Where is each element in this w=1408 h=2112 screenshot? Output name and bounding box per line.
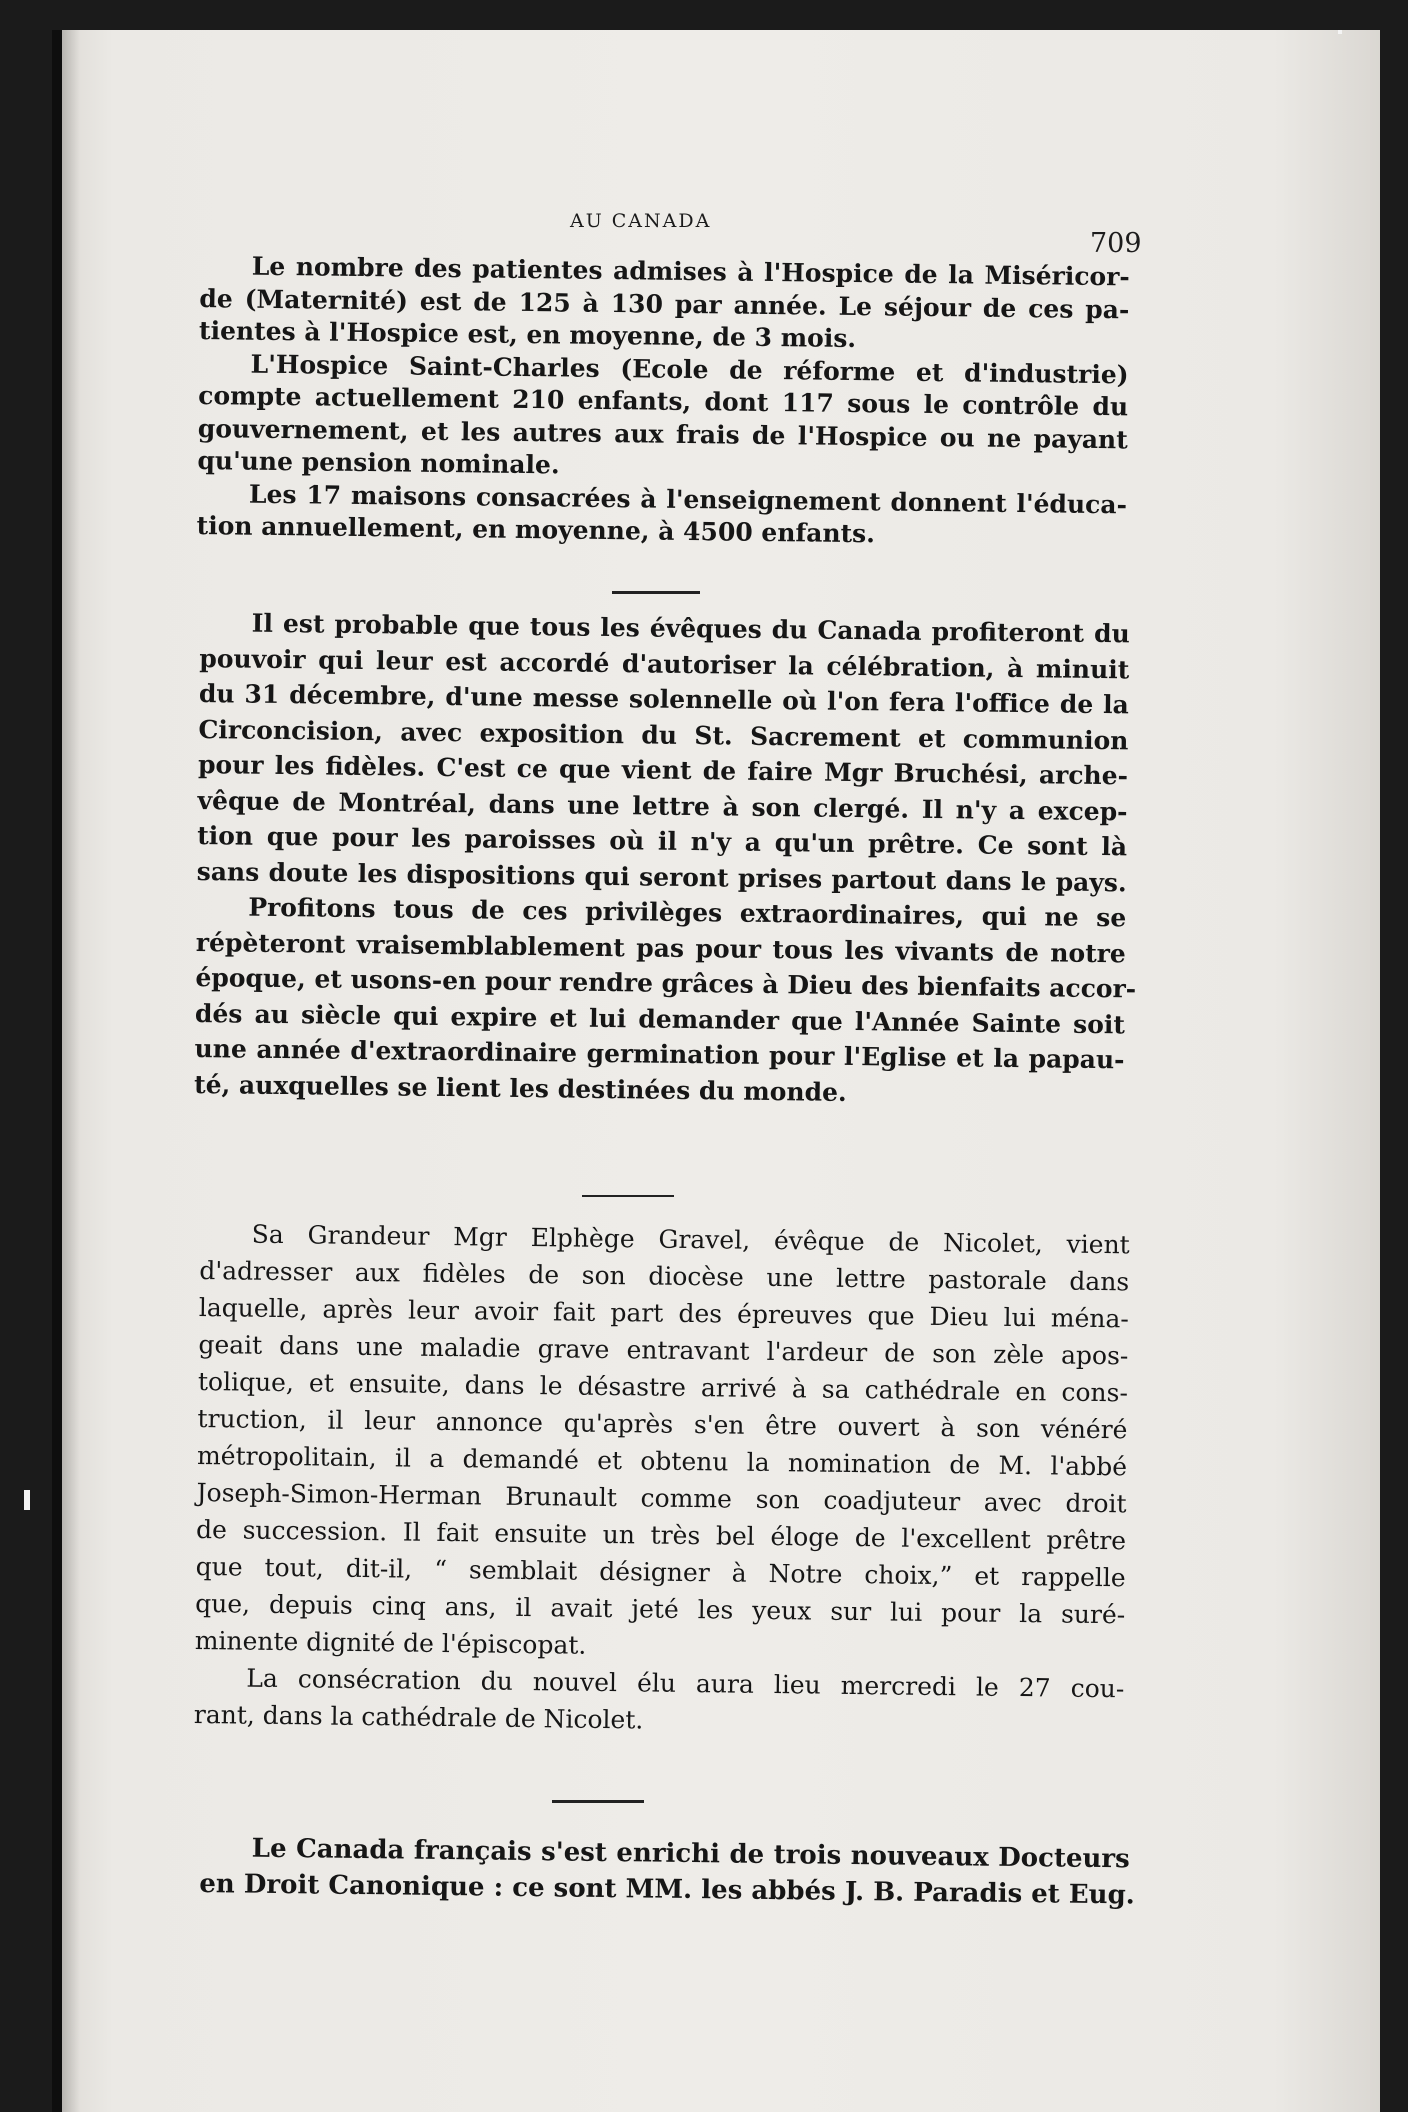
- page-number: 709: [1090, 228, 1142, 259]
- text-line: pour les fidèles. C'est ce que vient de faire Mgr Bruchési, arche-: [197, 749, 1129, 791]
- text-line: truction, il leur annonce qu'après s'en être ouvert à son vénéré: [197, 1403, 1128, 1445]
- paragraph-block-hospice: [196, 250, 1130, 554]
- text-line: dés au siècle qui expire et lui demander que l'Année Sainte soit: [194, 998, 1126, 1039]
- text-line: Il est probable que tous les évêques du Canada profiteront du: [251, 608, 1130, 649]
- text-line: rant, dans la cathédrale de Nicolet.: [193, 1699, 644, 1735]
- paragraph-block-nicolet: [194, 1215, 1130, 1744]
- text-line: que tout, dit-il, “ semblait désigner à Notre choix,” et rappelle: [195, 1551, 1126, 1593]
- text-line: pouvoir qui leur est accordé d'autoriser la célébration, à minuit: [199, 643, 1130, 684]
- text-line: Le nombre des patientes admises à l'Hospice de la Miséricor-: [251, 251, 1130, 292]
- text-line: gouvernement, et les autres aux frais de l'Hospice ou ne payant: [197, 413, 1128, 454]
- text-line: du 31 décembre, d'une messe solennelle où l'on fera l'office de la: [198, 678, 1130, 720]
- paragraph-block-circoncision: [193, 605, 1137, 1113]
- paragraph-block-docteurs: [199, 1830, 1135, 1913]
- text-line: vêque de Montréal, dans une lettre à son clergé. Il n'y a excep-: [197, 785, 1128, 826]
- section-divider: [552, 1800, 644, 1803]
- text-line: de (Maternité) est de 125 à 130 par année. Le séjour de ces pa-: [199, 283, 1130, 324]
- text-line: tion que pour les paroisses où il n'y a qu'un prêtre. Ce sont là: [197, 820, 1128, 862]
- text-line: compte actuellement 210 enfants, dont 117 sous le contrôle du: [198, 380, 1129, 422]
- section-divider: [582, 1195, 674, 1197]
- text-line: L'Hospice Saint-Charles (Ecole de réforme et d'industrie): [250, 349, 1129, 389]
- text-line: tientes à l'Hospice est, en moyenne, de 3 mois.: [198, 315, 857, 354]
- text-line: d'adresser aux fidèles de son diocèse une lettre pastorale dans: [199, 1255, 1130, 1297]
- text-line: Joseph-Simon-Herman Brunault comme son coadjuteur avec droit: [196, 1477, 1127, 1519]
- text-line: Circoncision, avec exposition du St. Sacrement et communion: [198, 714, 1129, 755]
- text-line: Les 17 maisons consacrées à l'enseignement donnent l'éduca-: [248, 479, 1128, 519]
- text-line: en Droit Canonique : ce sont MM. les abbés J. B. Paradis et Eug.: [199, 1868, 1135, 1911]
- text-line: sans doute les dispositions qui seront prises partout dans le pays.: [196, 856, 1127, 897]
- text-line: une année d'extraordinaire germination pour l'Eglise et la papau-: [194, 1033, 1125, 1075]
- text-line: métropolitain, il a demandé et obtenu la nomination de M. l'abbé: [196, 1440, 1128, 1482]
- text-line: tolique, et ensuite, dans le désastre arrivé à sa cathédrale en cons-: [197, 1366, 1129, 1408]
- text-line: Profitons tous de ces privilèges extraordinaires, qui ne se: [248, 892, 1127, 933]
- text-line: que, depuis cinq ans, il avait jeté les yeux sur lui pour la suré-: [195, 1588, 1126, 1630]
- margin-speck: [1338, 30, 1342, 34]
- text-line: laquelle, après leur avoir fait part des épreuves que Dieu lui ména-: [198, 1292, 1129, 1334]
- page-binding-edge: [52, 30, 62, 2112]
- text-line: minente dignité de l'épiscopat.: [194, 1625, 587, 1660]
- text-line: tion annuellement, en moyenne, à 4500 enfants.: [196, 510, 876, 549]
- text-line: té, auxquelles se lient les destinées du monde.: [193, 1069, 847, 1107]
- text-line: de succession. Il fait ensuite un très bel éloge de l'excellent prêtre: [195, 1514, 1127, 1556]
- text-line: qu'une pension nominale.: [197, 445, 560, 480]
- text-line: époque, et usons-en pour rendre grâces à Dieu des bienfaits accor-: [195, 962, 1137, 1004]
- text-line: Sa Grandeur Mgr Elphège Gravel, évêque de Nicolet, vient: [251, 1219, 1130, 1260]
- section-divider: [612, 591, 700, 594]
- margin-speck: [24, 1490, 30, 1510]
- binding-shadow: [62, 30, 80, 2112]
- text-line: La consécration du nouvel élu aura lieu mercredi le 27 cou-: [246, 1663, 1125, 1704]
- text-line: répèteront vraisemblablement pas pour tous les vivants de notre: [195, 927, 1126, 968]
- running-head: AU CANADA: [570, 210, 712, 232]
- text-line: geait dans une maladie grave entravant l'ardeur de son zèle apos-: [198, 1329, 1129, 1371]
- text-line: Le Canada français s'est enrichi de trois nouveaux Docteurs: [251, 1833, 1130, 1875]
